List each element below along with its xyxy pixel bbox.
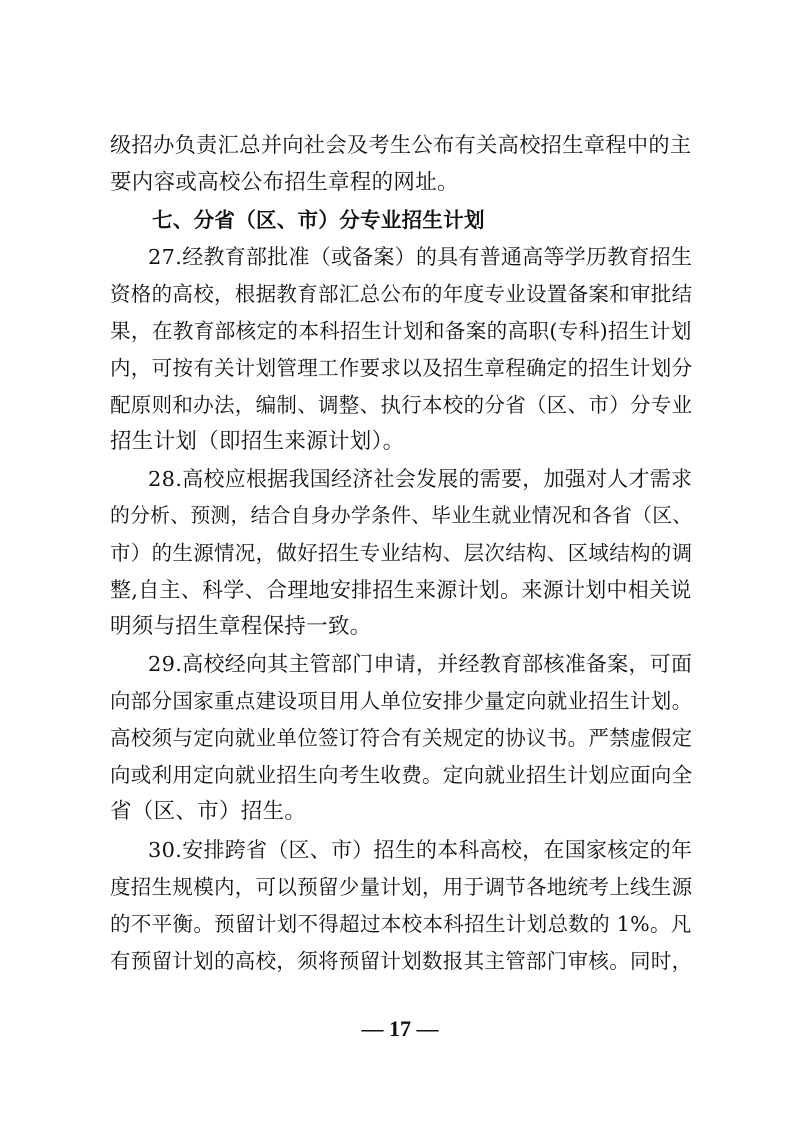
paragraph-line: 果，在教育部核定的本科招生计划和备案的高职(专科)招生计划 [110, 319, 692, 343]
paragraph-line: 高校须与定向就业单位签订符合有关规定的协议书。严禁虚假定 [110, 726, 693, 750]
paragraph-line: 29.高校经向其主管部门申请，并经教育部核准备案，可面 [148, 652, 693, 676]
paragraph-line: 28.高校应根据我国经济社会发展的需要，加强对人才需求 [148, 467, 693, 491]
paragraph-line: 资格的高校，根据教育部汇总公布的年度专业设置备案和审批结 [110, 282, 693, 306]
paragraph-line: 27.经教育部批准（或备案）的具有普通高等学历教育招生 [148, 245, 693, 269]
paragraph-line: 的不平衡。预留计划不得超过本校本科招生计划总数的 1%。凡 [110, 912, 692, 936]
paragraph-line: 30.安排跨省（区、市）招生的本科高校，在国家核定的年 [148, 838, 693, 862]
page-number: — 17 — [361, 1016, 439, 1041]
paragraph-line: 有预留计划的高校，须将预留计划数报其主管部门审核。同时， [110, 949, 693, 973]
paragraph-line: 内，可按有关计划管理工作要求以及招生章程确定的招生计划分 [110, 356, 693, 380]
paragraph-line: 招生计划（即招生来源计划）。 [110, 429, 405, 454]
paragraph-line: 的分析、预测，结合自身办学条件、毕业生就业情况和各省（区、 [110, 504, 693, 527]
paragraph-line: 级招办负责汇总并向社会及考生公布有关高校招生章程中的主 [110, 133, 692, 158]
paragraph-line: 配原则和办法，编制、调整、执行本校的分省（区、市）分专业 [110, 393, 693, 417]
paragraph-line: 市）的生源情况，做好招生专业结构、层次结构、区域结构的调 [110, 541, 693, 565]
paragraph-line: 明须与招生章程保持一致。 [110, 614, 372, 639]
paragraph-line: 向部分国家重点建设项目用人单位安排少量定向就业招生计划。 [110, 689, 693, 713]
paragraph-line: 整,自主、科学、合理地安排招生来源计划。来源计划中相关说 [110, 578, 692, 602]
paragraph-line: 要内容或高校公布招生章程的网址。 [110, 170, 459, 195]
paragraph-line: 度招生规模内，可以预留少量计划，用于调节各地统考上线生源 [110, 875, 693, 899]
paragraph-line: 省（区、市）招生。 [110, 799, 307, 824]
section-heading: 七、分省（区、市）分专业招生计划 [152, 208, 485, 232]
paragraph-line: 向或利用定向就业招生向考生收费。定向就业招生计划应面向全 [110, 763, 693, 787]
